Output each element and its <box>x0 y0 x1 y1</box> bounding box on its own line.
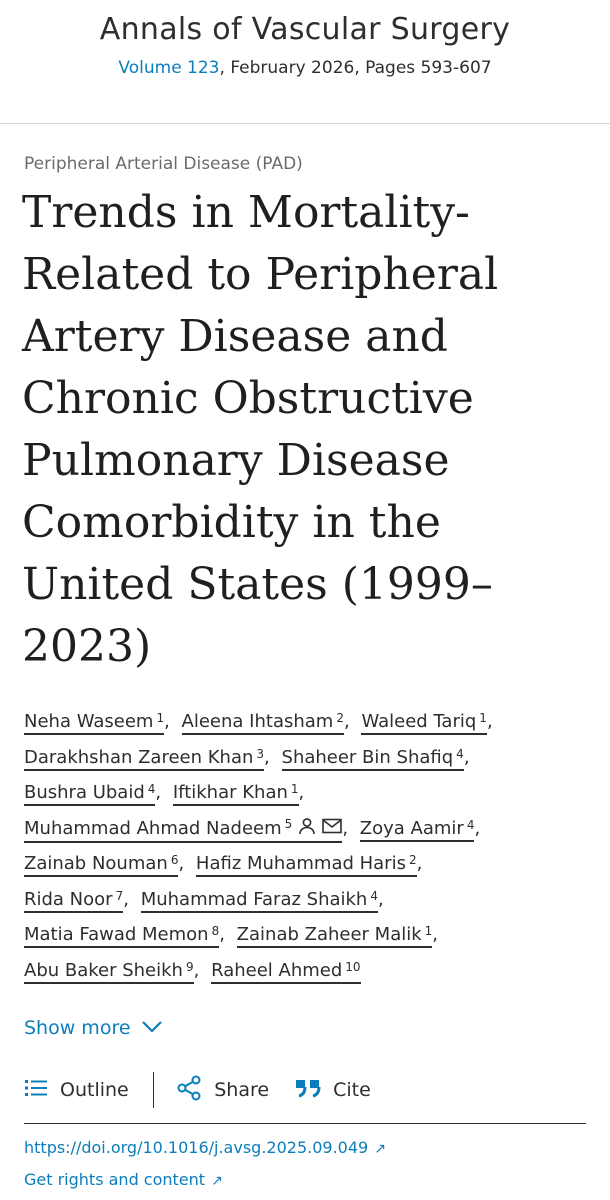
share-label: Share <box>214 1079 270 1101</box>
quote-icon <box>295 1078 321 1103</box>
title-line: Artery Disease and <box>22 311 448 362</box>
author-link[interactable]: Abu Baker Sheikh $^9$ <box>24 960 194 984</box>
article-title <box>22 182 582 678</box>
author-link[interactable]: Zainab Zaheer Malik $^1$ <box>237 924 433 948</box>
author-link[interactable]: Zainab Nouman $^6$ <box>24 853 178 877</box>
outline-button[interactable] <box>24 1078 129 1103</box>
issue-pages: , February 2026, Pages 593-607 <box>219 58 492 78</box>
title-line: Trends in Mortality- <box>22 187 470 238</box>
author-link[interactable]: Shaheer Bin Shafiq $^4$ <box>282 747 464 771</box>
author-link[interactable]: Zoya Aamir $^4$ <box>360 818 475 842</box>
author-link[interactable]: Muhammad Faraz Shaikh $^4$ <box>141 889 378 913</box>
author-link[interactable]: Raheel Ahmed $^{10}$ <box>211 960 360 984</box>
doi-link[interactable]: https://doi.org/10.1016/j.avsg.2025.09.049 ↗ <box>24 1138 386 1157</box>
volume-info <box>0 58 610 78</box>
cite-button[interactable] <box>295 1078 371 1103</box>
person-icon <box>298 817 316 841</box>
journal-title[interactable]: Annals of Vascular Surgery <box>99 12 511 47</box>
title-line: Comorbidity in the <box>22 497 441 548</box>
title-line: 2023) <box>22 621 152 672</box>
share-icon <box>176 1075 202 1106</box>
title-line: Chronic Obstructive <box>22 373 474 424</box>
author-link[interactable]: Hafiz Muhammad Haris $^2$ <box>196 853 417 877</box>
title-line: Pulmonary Disease <box>22 435 450 486</box>
share-button[interactable] <box>176 1075 269 1106</box>
rights-link[interactable]: Get rights and content ↗ <box>24 1170 223 1189</box>
list-icon <box>24 1078 48 1103</box>
external-link-icon: ↗ <box>211 1173 223 1189</box>
cite-label: Cite <box>333 1079 371 1101</box>
author-link[interactable]: Rida Noor $^7$ <box>24 889 123 913</box>
article-actions <box>24 1070 371 1110</box>
author-link[interactable]: Bushra Ubaid $^4$ <box>24 782 155 806</box>
author-link[interactable]: Waleed Tariq $^1$ <box>361 711 487 735</box>
mail-icon[interactable] <box>322 818 342 840</box>
author-link-corresponding[interactable]: Muhammad Ahmad Nadeem $^5$ <box>24 817 342 843</box>
show-more-button[interactable] <box>24 1017 163 1039</box>
actions-divider <box>24 1123 586 1124</box>
author-link[interactable]: Iftikhar Khan $^1$ <box>173 782 299 806</box>
author-link[interactable]: Darakhshan Zareen Khan $^3$ <box>24 747 264 771</box>
author-link[interactable]: Matia Fawad Memon $^8$ <box>24 924 219 948</box>
article-section: Peripheral Arterial Disease (PAD) <box>24 154 303 174</box>
author-list: Neha Waseem $^1$, Aleena Ihtasham $^2$, Waleed Tariq $^1$, Darakhshan Zareen Khan $^3$, Shaheer Bin Shafiq $^4$, Bushra Ubaid $^4$, Iftikhar Khan $^1$, Muhammad Ahmad Nadeem $^5$ , Zoya Aamir $^4$, Zainab Nouman $^6$, Hafiz Muhammad Haris $^2$, Rida Noor $^7$, Muhammad Faraz Shaikh $^4$, Matia Fawad Memon $^8$, Zainab Zaheer Malik $^1$, Abu Baker Sheikh $^9$, Raheel Ahmed $^{10}$ <box>24 704 594 988</box>
show-more-label: Show more <box>24 1017 131 1039</box>
author-link[interactable]: Neha Waseem $^1$ <box>24 711 164 735</box>
title-line: United States (1999– <box>22 559 493 610</box>
action-divider <box>153 1072 155 1108</box>
volume-link[interactable]: Volume 123 <box>118 58 220 78</box>
title-line: Related to Peripheral <box>22 249 499 300</box>
author-link[interactable]: Aleena Ihtasham $^2$ <box>182 711 344 735</box>
outline-label: Outline <box>60 1079 129 1101</box>
external-link-icon: ↗ <box>374 1141 386 1157</box>
chevron-down-icon <box>141 1017 163 1039</box>
header-divider <box>0 123 610 124</box>
